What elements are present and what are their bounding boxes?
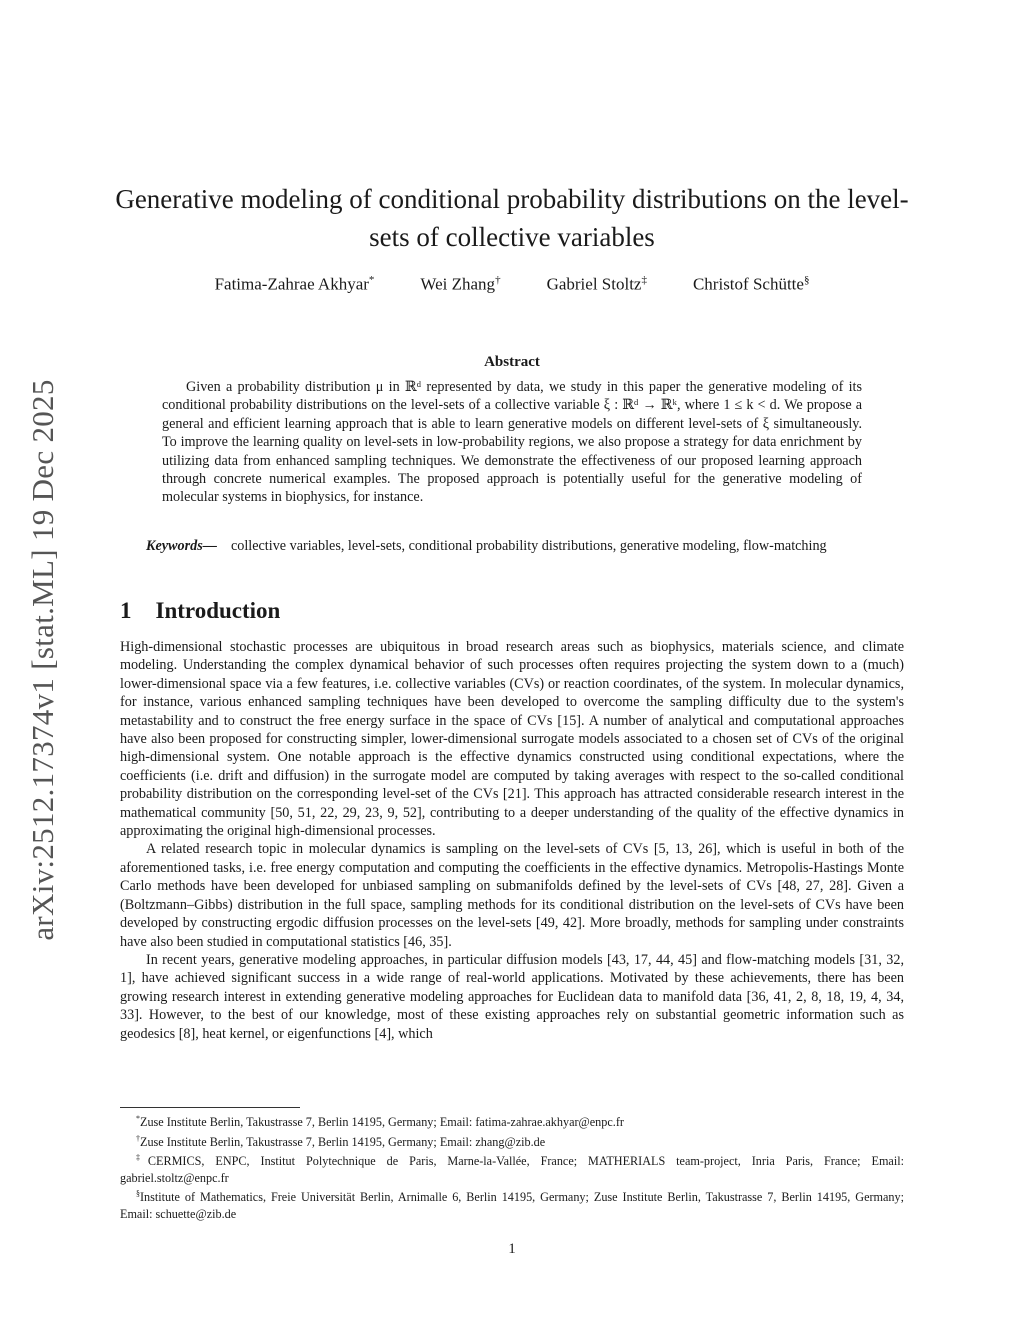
abstract-text: Given a probability distribution μ in ℝᵈ represented by data, we study in this paper the generative modeling of its conditional probability distributions on the level-sets of a collective variable ξ : ℝᵈ → ℝᵏ, where 1 ≤ k < d. We propose a general and efficient learning approach that is able to learn generative models on different level-sets of ξ simultaneously. To improve the learning quality on level-sets in low-probability regions, we also propose a strategy for data enrichment by utilizing data from enhanced sampling techniques. We demonstrate the effectiveness of our proposed learning approach through concrete numerical examples. The proposed approach is potentially useful for the generative modeling of molecular systems in biophysics, for instance. (162, 379, 862, 506)
paper-title: Generative modeling of conditional probability distributions on the level-sets of collective variables (115, 184, 909, 252)
abstract-heading: Abstract (484, 354, 540, 370)
section-number: 1 (120, 598, 132, 623)
keywords (120, 537, 904, 555)
author: Gabriel Stoltz‡ (546, 274, 647, 294)
footnotes (120, 1111, 904, 1222)
page-number: 1 (508, 1241, 516, 1257)
section-heading (120, 598, 280, 624)
section-body (120, 638, 904, 1043)
footnote: ‡CERMICS, ENPC, Institut Polytechnique de Paris, Marne-la-Vallée, France; MATHERIALS team-project, Inria Paris, France; Email: gabriel.stoltz@enpc.fr (120, 1153, 904, 1185)
body-paragraph: A related research topic in molecular dynamics is sampling on the level-sets of CVs [5, 13, 26], which is useful in both of the aforementioned tasks, i.e. free energy computation and computing the coefficients in the effective dynamics. Metropolis-Hastings Monte Carlo methods have been developed for unbiased sampling on submanifolds defined by the level-sets of CVs [48, 27, 28]. Given a (Boltzmann–Gibbs) distribution in the full space, sampling methods for its conditional distribution on the level-sets of CVs have been developed by constructing ergodic diffusion processes on the level-sets [49, 42]. More broadly, methods for sampling under constraints have also been studied in computational statistics [46, 35]. (120, 841, 904, 950)
keywords-label: Keywords— (146, 538, 217, 554)
footnote: §Institute of Mathematics, Freie Universität Berlin, Arnimalle 6, Berlin 14195, Germany; Zuse Institute Berlin, Takustrasse 7, Berlin 14195, Germany; Email: schuette@zib.de (120, 1189, 904, 1221)
footnote: *Zuse Institute Berlin, Takustrasse 7, Berlin 14195, Germany; Email: fatima-zahrae.akhyar@enpc.fr (136, 1114, 624, 1130)
footnote-rule (120, 1107, 300, 1108)
arxiv-identifier: arXiv:2512.17374v1 [stat.ML] 19 Dec 2025 (25, 379, 60, 941)
body-paragraph: High-dimensional stochastic processes are ubiquitous in broad research areas such as biophysics, materials science, and climate modeling. Understanding the complex dynamical behavior of such processes often requires projecting the system down to a (much) lower-dimensional space via a few features, i.e. collective variables (CVs) or reaction coordinates, of the system. In molecular dynamics, for instance, various enhanced sampling techniques have been developed to overcome the sampling difficulty due to the system's metastability and to construct the free energy surface in the space of CVs [15]. A number of analytical and computational approaches have also been proposed for constructing simpler, lower-dimensional surrogate models associated to a chosen set of CVs of the original high-dimensional system. One notable approach is the effective dynamics constructed using conditional expectations, where the coefficients (i.e. drift and diffusion) in the surrogate model are computed by taking averages with respect to the so-called conditional probability distribution on the corresponding level-set of the CVs [21]. This approach has attracted considerable research interest in the mathematical community [50, 51, 22, 29, 23, 9, 52], contributing to a deeper understanding of the quality of the effective dynamics in approximating the original high-dimensional processes. (120, 639, 904, 840)
author: Christof Schütte§ (692, 274, 810, 294)
footnote: †Zuse Institute Berlin, Takustrasse 7, Berlin 14195, Germany; Email: zhang@zib.de (136, 1133, 546, 1149)
body-paragraph: In recent years, generative modeling approaches, in particular diffusion models [43, 17, 44, 45] and flow-matching models [31, 32, 1], have achieved significant success in a wide range of real-world applications. Motivated by these achievements, there has been growing research interest in extending generative modeling approaches for Euclidean data to manifold data [36, 41, 2, 8, 18, 19, 4, 34, 33]. However, to the best of our knowledge, most of these existing approaches rely on substantial geometric information such as geodesics [8], heat kernel, or eigenfunctions [4], which (120, 951, 904, 1042)
keywords-text: collective variables, level-sets, conditional probability distributions, generative modeling, flow-matching (230, 538, 827, 554)
section-title: Introduction (155, 598, 281, 623)
author: Fatima-Zahrae Akhyar* (214, 274, 375, 294)
author: Wei Zhang† (420, 274, 501, 294)
author-list (110, 274, 914, 295)
